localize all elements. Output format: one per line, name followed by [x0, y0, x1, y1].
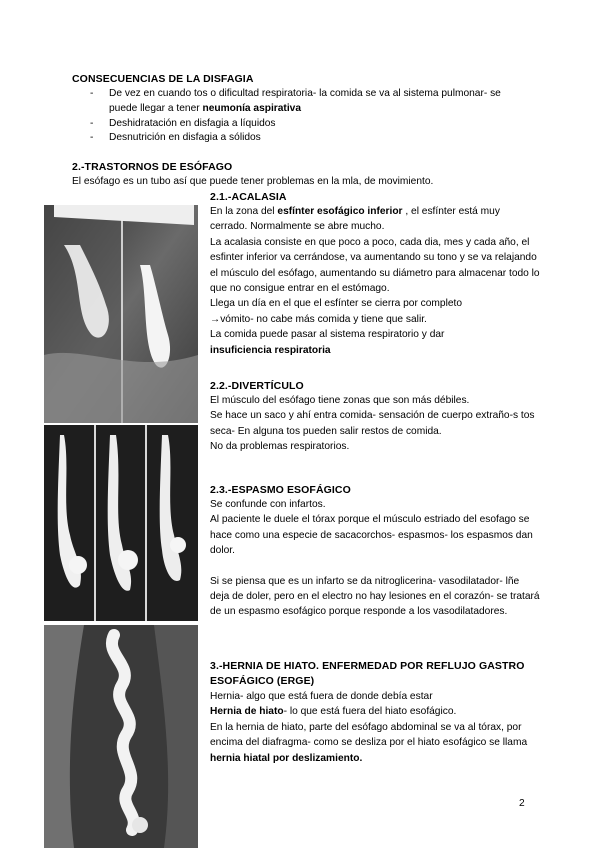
- acalasia-paragraph: [210, 204, 540, 235]
- acalasia-paragraph: [210, 343, 540, 358]
- list-item: [90, 131, 530, 146]
- espasmo-section: [210, 483, 540, 620]
- list-item-text: De vez en cuando tos o dificultad respiratoria- la comida se va al sistema pulmonar- se puede llegar a tener: [109, 88, 501, 114]
- text-span: , el esfínter está muy cerrado. Normalmente se abre mucho.: [210, 206, 500, 233]
- hernia-paragraph: Hernia- algo que está fuera de donde debía estar: [210, 691, 433, 702]
- text-span: - lo que está fuera del hiato esofágico.: [283, 706, 457, 718]
- acalasia-paragraph: →vómito- no cabe más comida y tiene que salir.: [210, 313, 427, 325]
- hernia-section: [210, 659, 540, 766]
- trastornos-intro: El esófago es un tubo así que puede tener problemas en la mla, de movimiento.: [72, 176, 434, 187]
- espasmo-paragraph: Al paciente le duele el tórax porque el músculo estriado del esofago se hace como una especie de sacacorchos- espasmos- los espasmos dan dolor.: [210, 514, 533, 557]
- acalasia-paragraph: Llega un día en el que el esfínter se cierra por completo: [210, 298, 463, 310]
- heading-espasmo: 2.3.-ESPASMO ESOFÁGICO: [210, 484, 351, 496]
- text-span: En la hernia de hiato, parte del esófago abdominal se va al tórax, por encima del diafragma- como se desliza por el hiato esofágico se llama: [210, 721, 528, 749]
- diverticulo-paragraph: No da problemas respiratorios.: [210, 441, 350, 453]
- list-item: [90, 117, 530, 132]
- bold-span: Hernia de hiato: [210, 706, 284, 718]
- bold-span: esfínter esofágico inferior: [277, 206, 403, 217]
- espasmo-paragraph: Se confunde con infartos.: [210, 499, 326, 510]
- acalasia-paragraph: La comida puede pasar al sistema respiratorio y dar: [210, 329, 445, 341]
- acalasia-paragraph: La acalasia consiste en que poco a poco, cada dia, mes y cada año, el esfinter inferior va cerrándose, va aumentando su tono y se va relajando el músculo del esófago, aumentando su diámetro para almacenar todo lo que no consigue entrar en el estómago.: [210, 236, 540, 295]
- bold-span: insuficiencia respiratoria: [210, 344, 331, 356]
- hernia-paragraph: [210, 704, 540, 719]
- heading-hernia: 3.-HERNIA DE HIATO. ENFERMEDAD POR REFLUJO GASTRO ESOFÁGICO (ERGE): [210, 660, 525, 687]
- hernia-paragraph: [210, 720, 540, 766]
- list-item-text: Deshidratación en disfagia a líquidos: [109, 117, 276, 129]
- diverticulo-paragraph: El músculo del esófago tiene zonas que son más débiles.: [210, 395, 470, 406]
- hernia-xray-image: [44, 625, 198, 848]
- acalasia-xray-image: [44, 205, 198, 423]
- acalasia-section: [210, 190, 540, 358]
- list-item-bold: neumonía aspirativa: [202, 102, 301, 114]
- consecuencias-list: [90, 87, 530, 146]
- text-span: En la zona del: [210, 206, 278, 217]
- espasmo-paragraph: Si se piensa que es un infarto se da nitroglicerina- vasodilatador- lñe deja de doler, pero en el electro no hay lesiones en el corazón- se tratará de un espasmo esofágico porque responde a los vasodilatadores.: [210, 575, 540, 618]
- list-item-text: Desnutrición en disfagia a sólidos: [109, 132, 261, 144]
- diverticulo-paragraph: Se hace un saco y ahí entra comida- sensación de cuerpo extraño-s tos seca- En alguna tos pueden salir restos de comida.: [210, 410, 535, 437]
- list-dash: -: [90, 132, 94, 144]
- list-dash: -: [90, 117, 94, 129]
- diverticulo-section: [210, 379, 540, 455]
- list-item: [90, 87, 530, 117]
- heading-trastornos: 2.-TRASTORNOS DE ESÓFAGO: [72, 161, 233, 173]
- bold-span: hernia hiatal por deslizamiento.: [210, 752, 363, 764]
- list-dash: -: [90, 88, 94, 99]
- page-number: 2: [519, 798, 525, 809]
- heading-acalasia: 2.1.-ACALASIA: [210, 191, 287, 203]
- heading-consecuencias: CONSECUENCIAS DE LA DISFAGIA: [72, 73, 254, 85]
- espasmo-xray-image: [44, 425, 198, 621]
- heading-diverticulo: 2.2.-DIVERTÍCULO: [210, 380, 304, 392]
